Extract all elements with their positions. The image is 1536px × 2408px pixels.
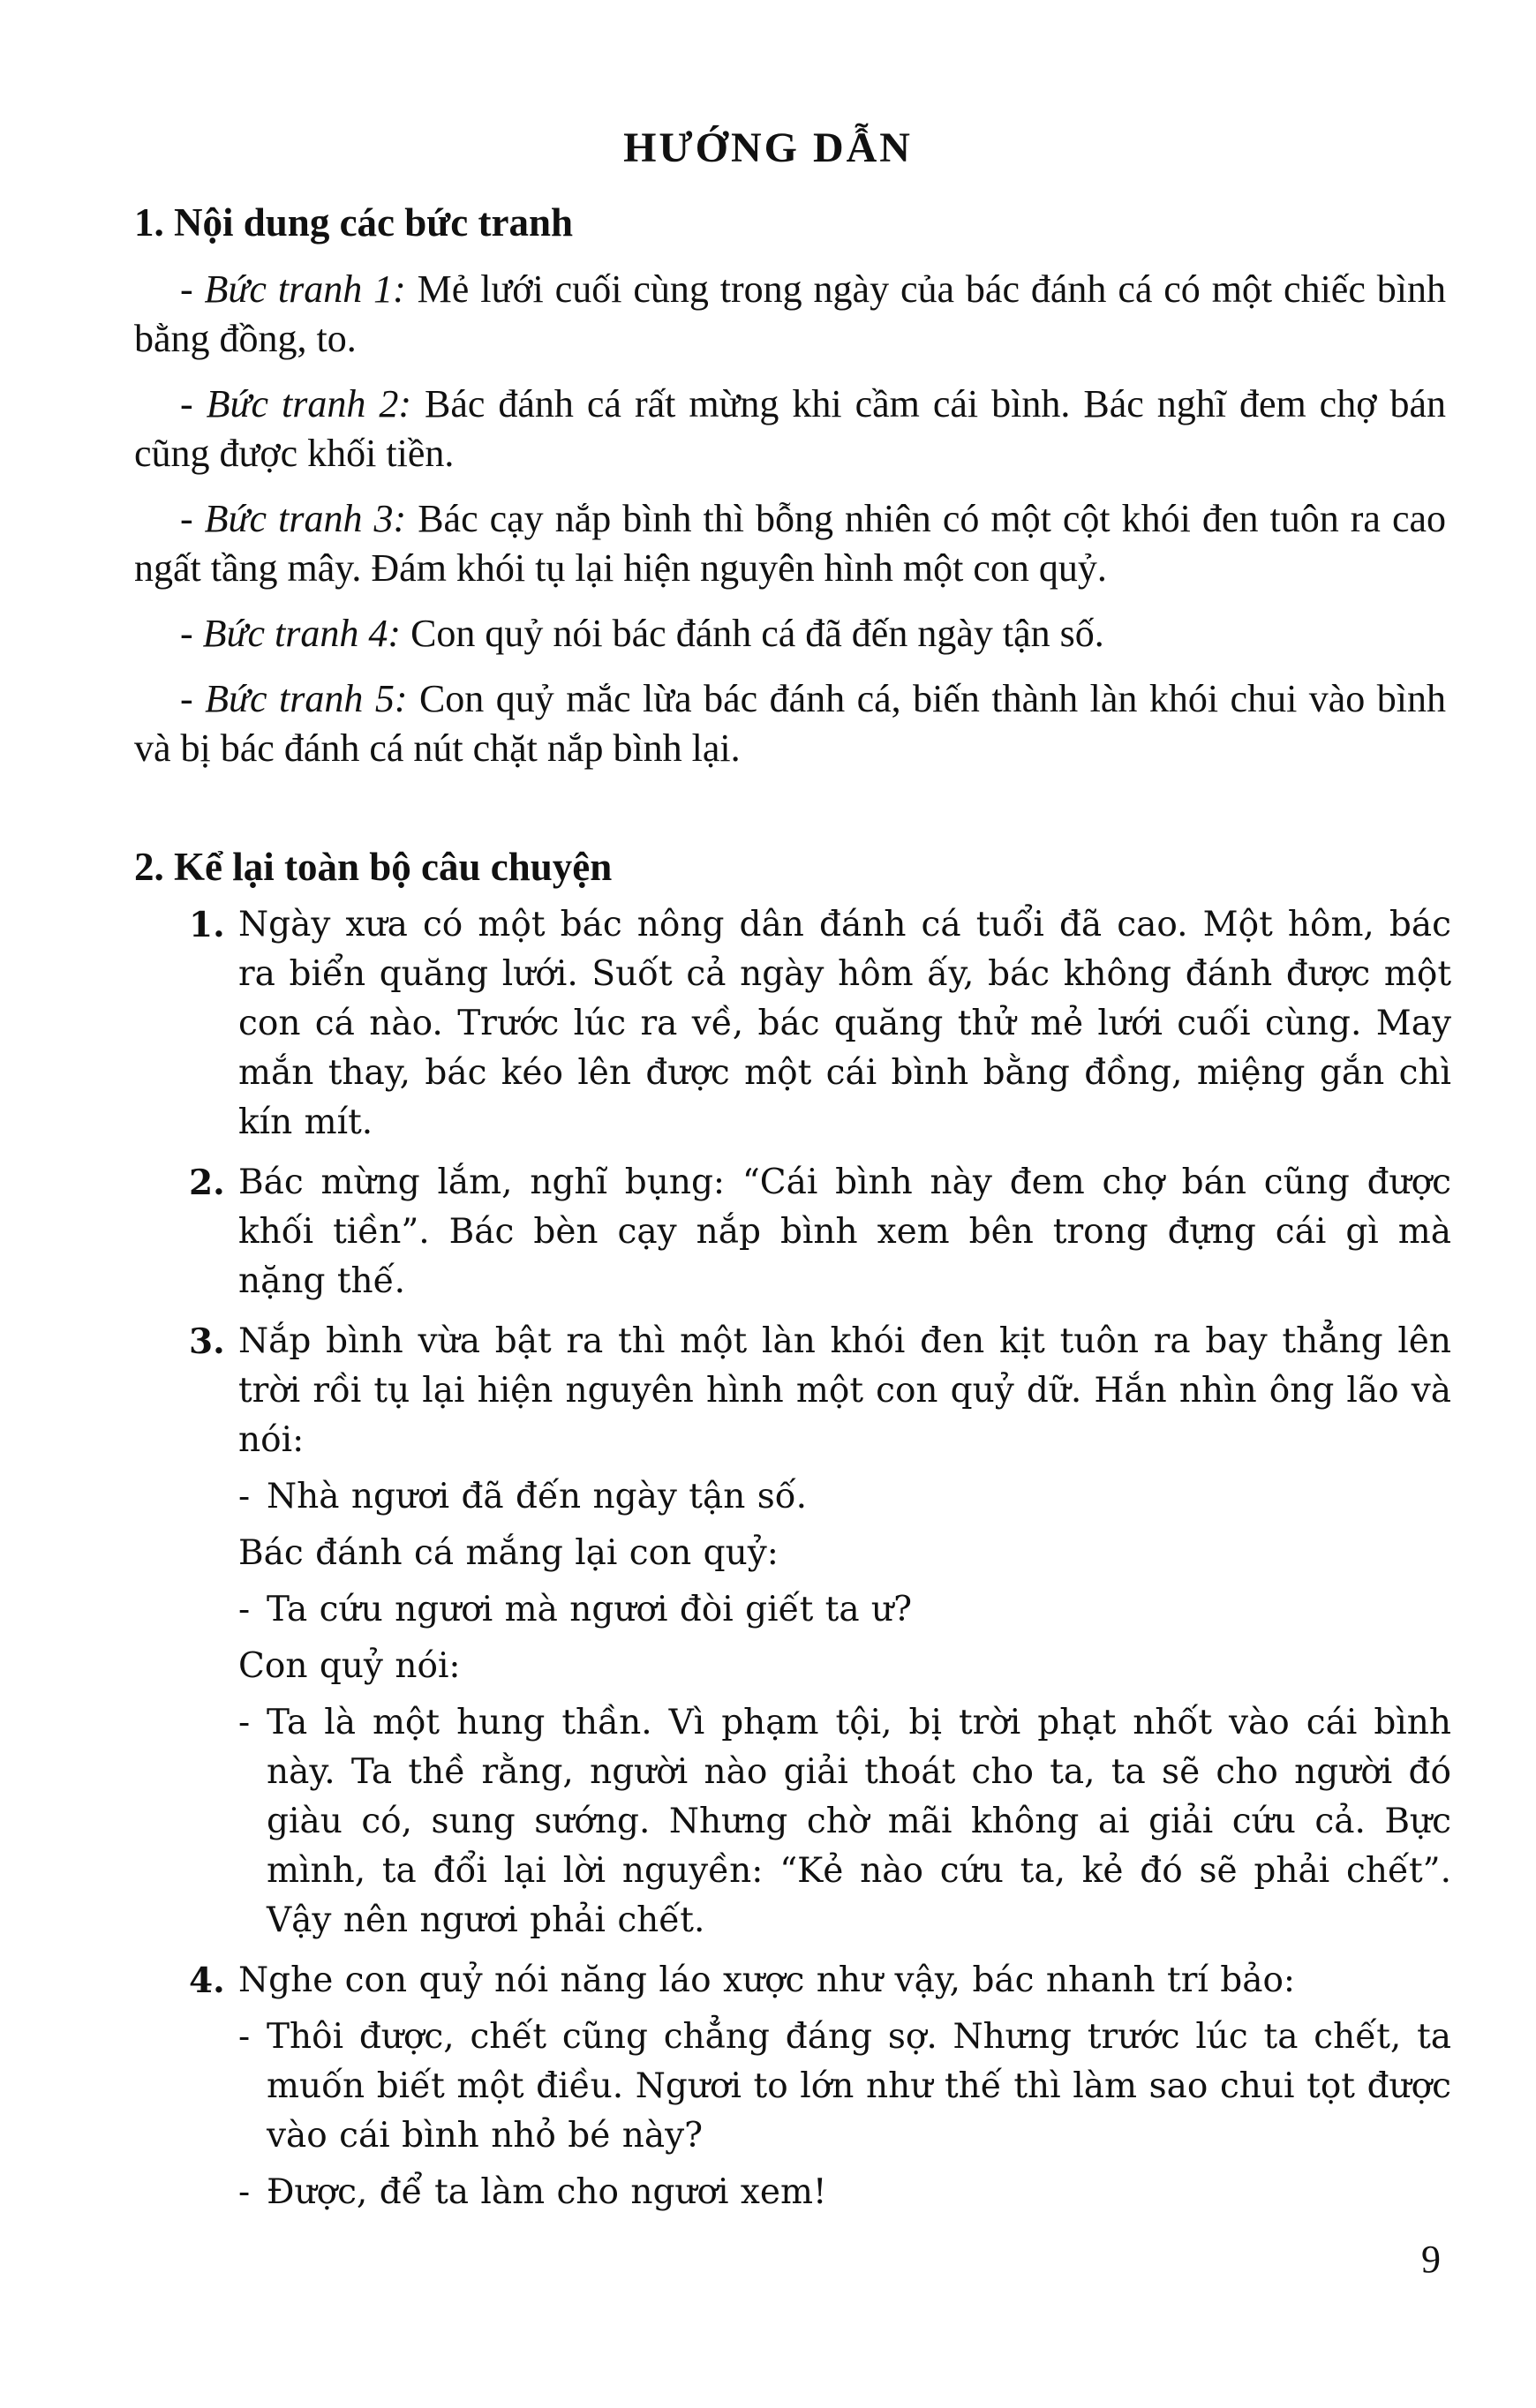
item-text: Nghe con quỷ nói năng láo xược như vậy, bác nhanh trí bảo: [238, 1960, 1296, 2000]
picture-label: - Bức tranh 1: [180, 267, 406, 311]
picture-description-2 [134, 380, 1446, 478]
dialogue-text: Ta cứu ngươi mà ngươi đòi giết ta ư? [267, 1590, 913, 1629]
dialogue-text: Thôi được, chết cũng chẳng đáng sợ. Nhưng trước lúc ta chết, ta muốn biết một điều. Ngươi to lớn như thế thì làm sao chui tọt được vào cái bình nhỏ bé này? [267, 2017, 1451, 2156]
story-retelling [134, 900, 1451, 2228]
picture-descriptions [134, 265, 1446, 789]
dash-mark: - [238, 1477, 251, 1516]
dialogue-text: Ta là một hung thần. Vì phạm tội, bị trời phạt nhốt vào cái bình này. Ta thề rằng, người nào giải thoát cho ta, ta sẽ cho người đó giàu có, sung sướng. Nhưng chờ mãi không ai giải cứu cả. Bực mình, ta đổi lại lời nguyền: “Kẻ nào cứu ta, kẻ đó sẽ phải chết”. Vậy nên ngươi phải chết. [267, 1703, 1451, 1940]
picture-label: - Bức tranh 4: [180, 612, 402, 655]
item-text: Nắp bình vừa bật ra thì một làn khói đen kịt tuôn ra bay thẳng lên trời rồi tụ lại hiện nguyên hình một con quỷ dữ. Hắn nhìn ông lão và nói: [238, 1321, 1451, 1460]
picture-text: Mẻ lưới cuối cùng trong ngày của bác đánh cá có một chiếc bình bằng đồng, to. [134, 267, 1446, 360]
picture-text: Bác cạy nắp bình thì bỗng nhiên có một cột khói đen tuôn ra cao ngất tầng mây. Đám khói tụ lại hiện nguyên hình một con quỷ. [134, 497, 1446, 590]
page-number: 9 [1421, 2238, 1441, 2281]
dialogue-text: Được, để ta làm cho ngươi xem! [267, 2172, 827, 2212]
picture-description-3 [134, 494, 1446, 593]
story-item-4 [134, 1956, 1451, 2217]
item-number: 2. [189, 1163, 225, 1203]
picture-description-1 [134, 265, 1446, 364]
dialogue-line [238, 1585, 1451, 1635]
picture-description-5 [134, 674, 1446, 773]
dash-mark: - [238, 2172, 251, 2212]
dash-mark: - [238, 1590, 251, 1629]
item-text: Bác mừng lắm, nghĩ bụng: “Cái bình này đem chợ bán cũng được khối tiền”. Bác bèn cạy nắp bình xem bên trong đựng cái gì mà nặng thế. [238, 1163, 1451, 1301]
dialogue-line [238, 1472, 1451, 1522]
picture-label: - Bức tranh 2: [180, 382, 412, 425]
dialogue-line [238, 2013, 1451, 2161]
page-title: HƯỚNG DẪN [623, 124, 913, 171]
story-item-1 [134, 900, 1451, 1148]
picture-label: - Bức tranh 5: [180, 677, 408, 720]
picture-description-4 [134, 609, 1446, 658]
item-number: 3. [189, 1321, 225, 1362]
dash-mark: - [238, 1703, 251, 1742]
picture-text: Con quỷ nói bác đánh cá đã đến ngày tận số. [401, 612, 1104, 655]
narration-line: Con quỷ nói: [238, 1646, 461, 1686]
item-number: 1. [189, 905, 225, 945]
picture-text: Con quỷ mắc lừa bác đánh cá, biến thành làn khói chui vào bình và bị bác đánh cá nút chặt nắp bình lại. [134, 677, 1446, 770]
narration-line: Bác đánh cá mắng lại con quỷ: [238, 1533, 779, 1573]
picture-text: Bác đánh cá rất mừng khi cầm cái bình. Bác nghĩ đem chợ bán cũng được khối tiền. [134, 382, 1446, 475]
section-heading-retell: 2. Kể lại toàn bộ câu chuyện [134, 845, 613, 889]
section-heading-contents: 1. Nội dung các bức tranh [134, 200, 574, 245]
dialogue-line [238, 1698, 1451, 1945]
item-number: 4. [189, 1960, 225, 2001]
item-text: Ngày xưa có một bác nông dân đánh cá tuổi đã cao. Một hôm, bác ra biển quăng lưới. Suốt cả ngày hôm ấy, bác không đánh được một con cá nào. Trước lúc ra về, bác quăng thử mẻ lưới cuối cùng. May mắn thay, bác kéo lên được một cái bình bằng đồng, miệng gắn chì kín mít. [238, 905, 1451, 1142]
dialogue-line [238, 2168, 1451, 2217]
dash-mark: - [238, 2017, 251, 2057]
picture-label: - Bức tranh 3: [180, 497, 407, 540]
dialogue-text: Nhà ngươi đã đến ngày tận số. [267, 1477, 808, 1516]
story-item-2 [134, 1158, 1451, 1306]
story-item-3 [134, 1317, 1451, 1945]
